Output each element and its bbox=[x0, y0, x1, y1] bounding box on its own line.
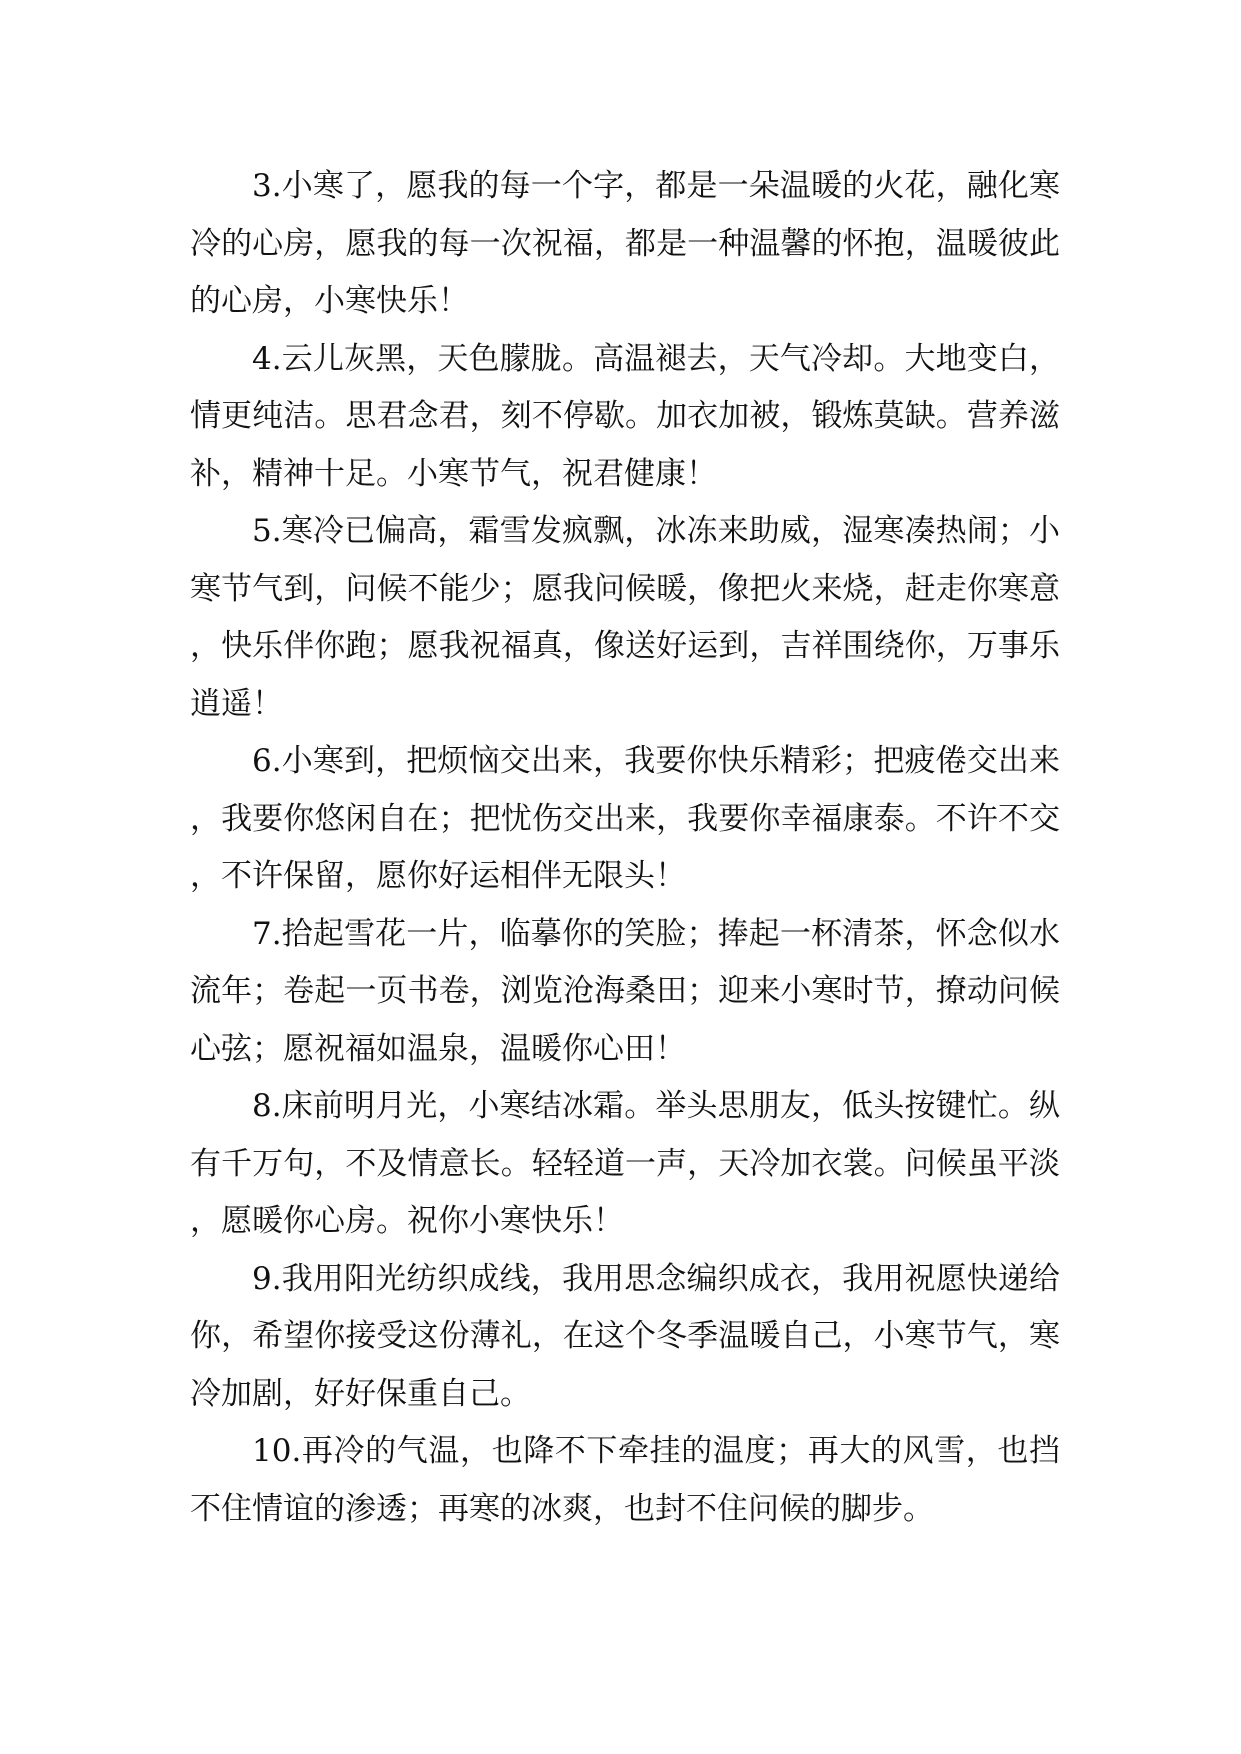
paragraph-4: 4.云儿灰黑，天色朦胧。高温褪去，天气冷却。大地变白，情更纯洁。思君念君，刻不停歇。加衣加被，锻炼莫缺。营养滋补，精神十足。小寒节气，祝君健康！ bbox=[190, 340, 1060, 492]
paragraph-6: 6.小寒到，把烦恼交出来，我要你快乐精彩；把疲倦交出来，我要你悠闲自在；把忧伤交出来，我要你幸福康泰。不许不交，不许保留，愿你好运相伴无限头！ bbox=[190, 743, 1060, 894]
paragraph-7: 7.拾起雪花一片，临摹你的笑脸；捧起一杯清茶，怀念似水流年；卷起一页书卷，浏览沧海桑田；迎来小寒时节，撩动问候心弦；愿祝福如温泉，温暖你心田！ bbox=[190, 915, 1060, 1067]
paragraph-5: 5.寒冷已偏高，霜雪发疯飘，冰冻来助威，湿寒凑热闹；小寒节气到，问候不能少；愿我问候暖，像把火来烧，赶走你寒意，快乐伴你跑；愿我祝福真，像送好运到，吉祥围绕你，万事乐逍遥！ bbox=[190, 513, 1060, 722]
paragraph-9: 9.我用阳光纺织成线，我用思念编织成衣，我用祝愿快递给你，希望你接受这份薄礼，在这个冬季温暖自己，小寒节气，寒冷加剧，好好保重自己。 bbox=[190, 1260, 1060, 1412]
paragraph-3: 3.小寒了，愿我的每一个字，都是一朵温暖的火花，融化寒冷的心房，愿我的每一次祝福，都是一种温馨的怀抱，温暖彼此的心房，小寒快乐！ bbox=[190, 168, 1060, 319]
document-body bbox=[190, 158, 1060, 1538]
paragraph-10: 10.再冷的气温，也降不下牵挂的温度；再大的风雪，也挡不住情谊的渗透；再寒的冰爽，也封不住问候的脚步。 bbox=[190, 1433, 1060, 1527]
paragraph-8: 8.床前明月光，小寒结冰霜。举头思朋友，低头按键忙。纵有千万句，不及情意长。轻轻道一声，天冷加衣裳。问候虽平淡，愿暖你心房。祝你小寒快乐！ bbox=[190, 1088, 1060, 1239]
